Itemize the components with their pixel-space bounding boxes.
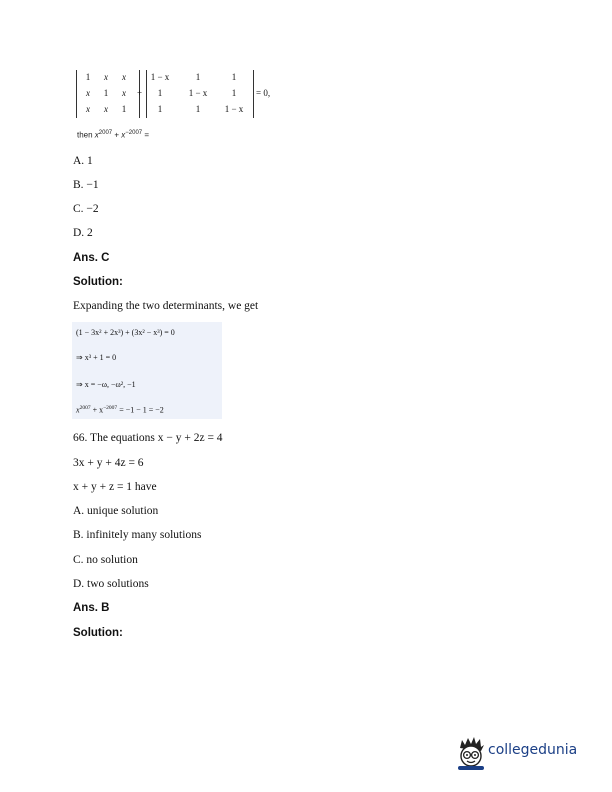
then-plus: + xyxy=(112,130,122,140)
determinant-equation xyxy=(76,70,376,122)
q66-option-a: A. unique solution xyxy=(73,505,159,517)
solution-step-3: ⇒ x = −ω, −ω², −1 xyxy=(76,380,136,389)
then-exp2: −2007 xyxy=(125,130,143,136)
then-x2: x xyxy=(121,130,126,140)
det1-cell: x xyxy=(86,88,90,98)
q66-line-1: 66. The equations x − y + 2z = 4 xyxy=(73,432,223,444)
determinant-2 xyxy=(146,70,254,118)
det1-cell: 1 xyxy=(85,72,91,82)
solution-heading: Solution: xyxy=(73,276,123,288)
q66-solution-heading: Solution: xyxy=(73,627,123,639)
det1-cell: 1 xyxy=(121,104,127,114)
step4-exp2: −2007 xyxy=(103,405,118,411)
q66-line-3: x + y + z = 1 have xyxy=(73,481,157,493)
det2-cell: 1 − x xyxy=(150,72,170,82)
then-eq: = xyxy=(142,130,150,140)
det2-cell: 1 xyxy=(195,104,201,114)
det1-cell: x xyxy=(104,104,108,114)
det2-cell: 1 xyxy=(157,104,163,114)
q66-option-d: D. two solutions xyxy=(73,578,149,590)
collegedunia-logo xyxy=(456,734,584,774)
solution-step-4 xyxy=(76,405,164,415)
det2-cell: 1 − x xyxy=(224,104,244,114)
option-c: C. −2 xyxy=(73,203,99,215)
then-expression xyxy=(77,130,149,140)
equals-zero: = 0, xyxy=(256,88,271,98)
then-exp1: 2007 xyxy=(98,130,113,136)
q66-option-c: C. no solution xyxy=(73,554,138,566)
solution-steps-box xyxy=(72,322,222,419)
step4-x1: x xyxy=(76,405,80,415)
solution-step-1: (1 − 3x² + 2x³) + (3x² − x³) = 0 xyxy=(76,328,175,337)
solution-step-2: ⇒ x³ + 1 = 0 xyxy=(76,353,117,362)
det1-cell: x xyxy=(122,72,126,82)
det2-cell: 1 xyxy=(231,72,237,82)
q66-line-2: 3x + y + 4z = 6 xyxy=(73,457,144,469)
then-prefix: then xyxy=(77,130,95,140)
plus-sign: + xyxy=(137,88,143,98)
determinant-1 xyxy=(76,70,143,118)
option-a: A. 1 xyxy=(73,155,93,167)
det2-cell: 1 − x xyxy=(188,88,208,98)
det1-cell: 1 xyxy=(103,88,109,98)
option-b: B. −1 xyxy=(73,179,99,191)
step4-plus-x: + x xyxy=(90,405,104,415)
q66-option-b: B. infinitely many solutions xyxy=(73,529,202,541)
det1-cell: x xyxy=(122,88,126,98)
option-d: D. 2 xyxy=(73,227,93,239)
det2-cell: 1 xyxy=(231,88,237,98)
det2-cell: 1 xyxy=(195,72,201,82)
step4-result: = −1 − 1 = −2 xyxy=(117,405,164,415)
solution-intro: Expanding the two determinants, we get xyxy=(73,300,259,312)
answer-label: Ans. C xyxy=(73,252,110,264)
det1-cell: x xyxy=(86,104,90,114)
det2-cell: 1 xyxy=(157,88,163,98)
student-mascot-icon xyxy=(456,736,486,772)
then-x1: x xyxy=(94,130,99,140)
det1-cell: x xyxy=(104,72,108,82)
step4-exp1: 2007 xyxy=(79,405,91,411)
logo-text: collegedunia xyxy=(488,742,578,758)
q66-answer-label: Ans. B xyxy=(73,602,110,614)
